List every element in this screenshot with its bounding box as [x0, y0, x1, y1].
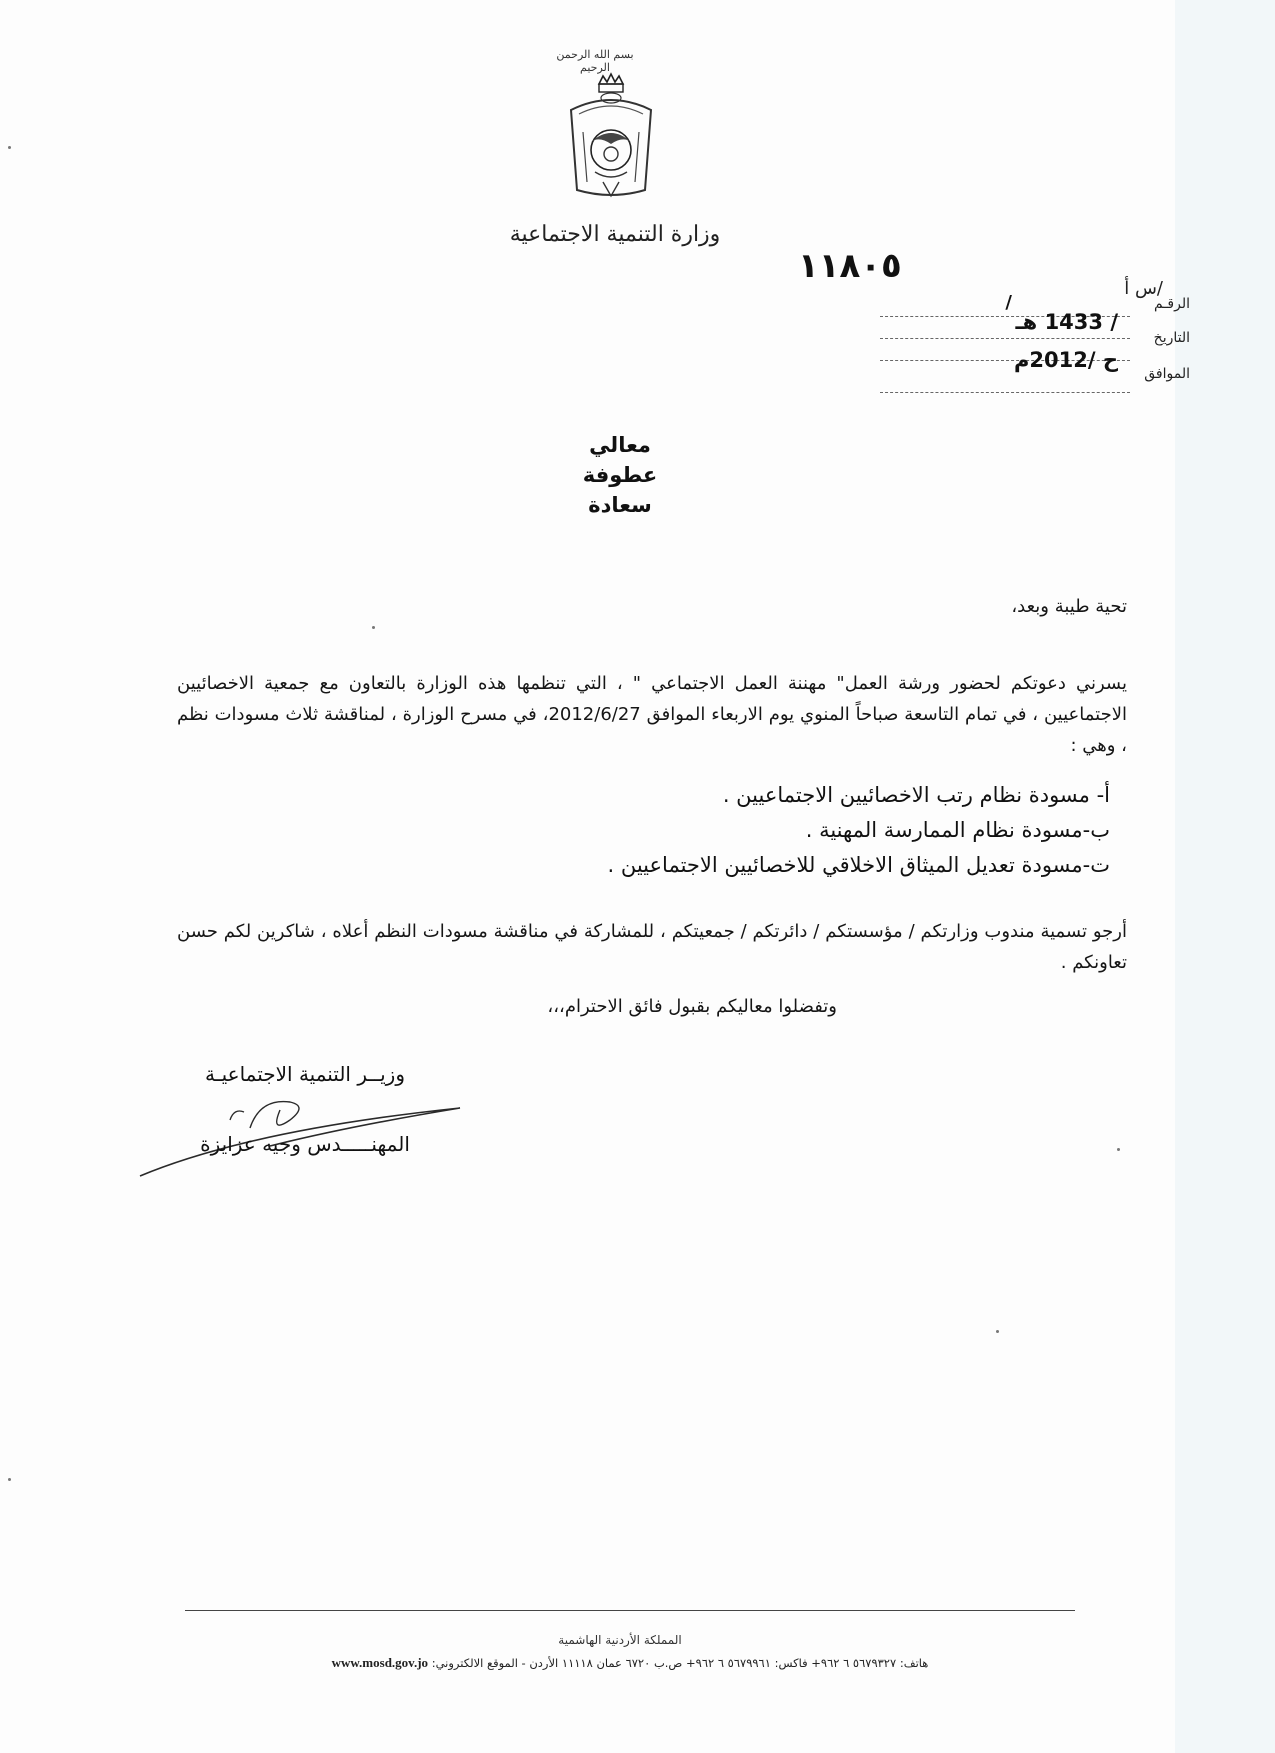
- invitation-paragraph: يسرني دعوتكم لحضور ورشة العمل" مهننة العمل الاجتماعي " ، التي تنظمها هذه الوزارة بالتعاون مع جمعية الاخصائيين الاجتماعيين ، في تمام التاسعة صباحاً المنوي يوم الاربعاء الموافق 2012/6/27، في مسرح الوزارة ، لمناقشة ثلاث مسودات نظم ، وهي :: [177, 673, 1127, 756]
- addressee-title: عطوفة: [582, 463, 658, 487]
- scan-speck: [996, 1330, 999, 1333]
- ministry-name: وزارة التنمية الاجتماعية: [509, 222, 721, 247]
- addressee-title: سعادة: [588, 493, 652, 517]
- ref-corresponding-row: [900, 348, 1190, 394]
- scan-speck: [1117, 1148, 1120, 1151]
- minister-title: وزيــر التنمية الاجتماعيـة: [205, 1062, 405, 1086]
- list-item: ت-مسودة تعديل الميثاق الاخلاقي للاخصائيين الاجتماعيين .: [607, 853, 1110, 877]
- handwritten-reference-number: ١١٨٠٥: [798, 246, 902, 286]
- ref-number-value: /: [1005, 292, 1012, 313]
- ref-date-label: التاريخ: [1153, 330, 1190, 346]
- basmala-text: بسم الله الرحمن الرحيم: [556, 48, 634, 74]
- ref-hijri-date: / 1433 هـ: [1015, 310, 1118, 334]
- list-item: ب-مسودة نظام الممارسة المهنية .: [805, 818, 1110, 842]
- scan-speck: [372, 626, 375, 629]
- handwritten-sa-note: س أ/: [1124, 278, 1163, 299]
- drafts-list: [410, 778, 1110, 883]
- ref-corresponding-line: [880, 392, 1130, 393]
- footer-contact: [240, 1655, 1020, 1671]
- request-paragraph: أرجو تسمية مندوب وزارتكم / مؤسستكم / دائرتكم / جمعيتكم ، للمشاركة في مناقشة مسودات النظم أعلاه ، شاكرين لكم حسن تعاونكم .: [177, 921, 1127, 973]
- greeting-line: تحية طيبة وبعد،: [1011, 596, 1127, 617]
- scan-speck: [8, 146, 11, 149]
- reference-block: [900, 278, 1190, 398]
- ref-corresponding-label: الموافق: [1144, 366, 1190, 382]
- ref-date-line-top: [880, 338, 1130, 339]
- scan-speck: [8, 1478, 11, 1481]
- addressee-list: [560, 430, 680, 520]
- minister-name: المهنـــــدس وجيه عزايزة: [200, 1132, 410, 1156]
- jordan-coat-of-arms-icon: [563, 72, 659, 202]
- addressee-title: معالي: [589, 433, 651, 457]
- ref-number-label: الرقـم: [1154, 296, 1190, 312]
- footer-website-link[interactable]: www.mosd.gov.jo: [331, 1655, 429, 1670]
- list-item: أ- مسودة نظام رتب الاخصائيين الاجتماعيين .: [722, 783, 1110, 807]
- footer-contact-text: هاتف: ٥٦٧٩٣٢٧ ٦ ٩٦٢+ فاكس: ٥٦٧٩٩٦١ ٦ ٩٦٢+ ص.ب ٦٧٢٠ عمان ١١١١٨ الأردن - الموقع الالكتروني:: [431, 1656, 929, 1670]
- footer-country: المملكة الأردنية الهاشمية: [558, 1633, 682, 1647]
- footer-divider: [185, 1610, 1075, 1611]
- closing-line: وتفضلوا معاليكم بقبول فائق الاحترام،،،: [547, 996, 837, 1017]
- scan-edge-strip: [1175, 0, 1275, 1753]
- ref-gregorian-date: ح /2012م: [1014, 348, 1118, 372]
